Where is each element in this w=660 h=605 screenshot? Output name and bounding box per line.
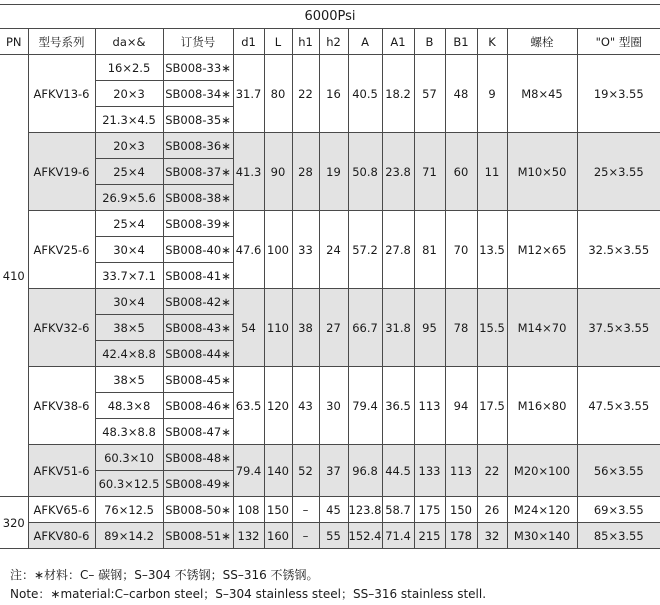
order-number-cell: SB008-47∗ — [163, 419, 233, 445]
a1-cell: 58.7 — [382, 497, 414, 523]
table-row — [0, 55, 660, 81]
size-cell: 20×3 — [95, 133, 163, 159]
l-cell: 120 — [264, 367, 292, 445]
a-cell: 152.4 — [348, 523, 382, 549]
h1-cell: 52 — [292, 445, 319, 497]
h1-cell: 22 — [292, 55, 319, 133]
order-number-cell: SB008-33∗ — [163, 55, 233, 81]
b1-cell: 178 — [445, 523, 477, 549]
column-header: K — [477, 29, 507, 55]
series-cell: AFKV25-6 — [28, 211, 95, 289]
size-cell: 48.3×8 — [95, 393, 163, 419]
size-cell: 26.9×5.6 — [95, 185, 163, 211]
oring-cell: 19×3.55 — [577, 55, 660, 133]
a-cell: 66.7 — [348, 289, 382, 367]
series-cell: AFKV51-6 — [28, 445, 95, 497]
a-cell: 79.4 — [348, 367, 382, 445]
a1-cell: 44.5 — [382, 445, 414, 497]
note-chinese: 注：∗材料：C– 碳钢；S–304 不锈钢；SS–316 不锈钢。 — [10, 568, 319, 582]
size-cell: 30×4 — [95, 237, 163, 263]
table-row — [0, 367, 660, 393]
table-body — [0, 55, 660, 549]
order-number-cell: SB008-37∗ — [163, 159, 233, 185]
size-cell: 38×5 — [95, 367, 163, 393]
table-row — [0, 523, 660, 549]
k-cell: 22 — [477, 445, 507, 497]
size-cell: 60.3×10 — [95, 445, 163, 471]
b-cell: 71 — [414, 133, 445, 211]
bolt-cell: M30×140 — [507, 523, 577, 549]
table-title: 6000Psi — [0, 5, 660, 29]
column-header: 订货号 — [163, 29, 233, 55]
pn-cell: 320 — [0, 497, 28, 549]
h2-cell: 45 — [319, 497, 348, 523]
size-cell: 60.3×12.5 — [95, 471, 163, 497]
notes — [10, 566, 486, 604]
b-cell: 113 — [414, 367, 445, 445]
series-cell: AFKV13-6 — [28, 55, 95, 133]
size-cell: 30×4 — [95, 289, 163, 315]
b-cell: 133 — [414, 445, 445, 497]
l-cell: 140 — [264, 445, 292, 497]
order-number-cell: SB008-38∗ — [163, 185, 233, 211]
l-cell: 90 — [264, 133, 292, 211]
h2-cell: 27 — [319, 289, 348, 367]
k-cell: 17.5 — [477, 367, 507, 445]
series-cell: AFKV80-6 — [28, 523, 95, 549]
order-number-cell: SB008-41∗ — [163, 263, 233, 289]
a1-cell: 71.4 — [382, 523, 414, 549]
table-row — [0, 497, 660, 523]
bolt-cell: M12×65 — [507, 211, 577, 289]
h1-cell: 43 — [292, 367, 319, 445]
table-row — [0, 211, 660, 237]
h2-cell: 55 — [319, 523, 348, 549]
size-cell: 89×14.2 — [95, 523, 163, 549]
order-number-cell: SB008-50∗ — [163, 497, 233, 523]
order-number-cell: SB008-40∗ — [163, 237, 233, 263]
oring-cell: 69×3.55 — [577, 497, 660, 523]
k-cell: 32 — [477, 523, 507, 549]
spec-table-container — [0, 4, 660, 549]
bolt-cell: M24×120 — [507, 497, 577, 523]
column-header: da×& — [95, 29, 163, 55]
d1-cell: 47.6 — [233, 211, 264, 289]
d1-cell: 132 — [233, 523, 264, 549]
size-cell: 20×3 — [95, 81, 163, 107]
size-cell: 21.3×4.5 — [95, 107, 163, 133]
l-cell: 100 — [264, 211, 292, 289]
d1-cell: 79.4 — [233, 445, 264, 497]
size-cell: 33.7×7.1 — [95, 263, 163, 289]
pn-cell: 410 — [0, 55, 28, 497]
k-cell: 15.5 — [477, 289, 507, 367]
header-row — [0, 29, 660, 55]
bolt-cell: M20×100 — [507, 445, 577, 497]
a1-cell: 36.5 — [382, 367, 414, 445]
order-number-cell: SB008-34∗ — [163, 81, 233, 107]
series-cell: AFKV38-6 — [28, 367, 95, 445]
h2-cell: 16 — [319, 55, 348, 133]
order-number-cell: SB008-35∗ — [163, 107, 233, 133]
d1-cell: 41.3 — [233, 133, 264, 211]
l-cell: 80 — [264, 55, 292, 133]
a1-cell: 18.2 — [382, 55, 414, 133]
b1-cell: 78 — [445, 289, 477, 367]
note-english: Note：∗material:C–carbon steel；S–304 stainless steel；SS–316 stainless stell. — [10, 587, 487, 601]
b-cell: 175 — [414, 497, 445, 523]
h2-cell: 37 — [319, 445, 348, 497]
a-cell: 50.8 — [348, 133, 382, 211]
b1-cell: 94 — [445, 367, 477, 445]
h1-cell: 38 — [292, 289, 319, 367]
size-cell: 42.4×8.8 — [95, 341, 163, 367]
bolt-cell: M14×70 — [507, 289, 577, 367]
h1-cell: 28 — [292, 133, 319, 211]
oring-cell: 25×3.55 — [577, 133, 660, 211]
h2-cell: 24 — [319, 211, 348, 289]
h1-cell: – — [292, 523, 319, 549]
column-header: A1 — [382, 29, 414, 55]
bolt-cell: M8×45 — [507, 55, 577, 133]
order-number-cell: SB008-43∗ — [163, 315, 233, 341]
column-header: L — [264, 29, 292, 55]
size-cell: 16×2.5 — [95, 55, 163, 81]
b1-cell: 70 — [445, 211, 477, 289]
oring-cell: 85×3.55 — [577, 523, 660, 549]
size-cell: 48.3×8.8 — [95, 419, 163, 445]
a-cell: 40.5 — [348, 55, 382, 133]
column-header: 螺栓 — [507, 29, 577, 55]
table-row — [0, 445, 660, 471]
l-cell: 110 — [264, 289, 292, 367]
d1-cell: 63.5 — [233, 367, 264, 445]
size-cell: 76×12.5 — [95, 497, 163, 523]
b-cell: 95 — [414, 289, 445, 367]
column-header: A — [348, 29, 382, 55]
order-number-cell: SB008-46∗ — [163, 393, 233, 419]
b-cell: 215 — [414, 523, 445, 549]
k-cell: 11 — [477, 133, 507, 211]
spec-table — [0, 4, 660, 549]
k-cell: 13.5 — [477, 211, 507, 289]
order-number-cell: SB008-48∗ — [163, 445, 233, 471]
h2-cell: 19 — [319, 133, 348, 211]
a-cell: 123.8 — [348, 497, 382, 523]
d1-cell: 54 — [233, 289, 264, 367]
column-header: 型号系列 — [28, 29, 95, 55]
b-cell: 81 — [414, 211, 445, 289]
l-cell: 150 — [264, 497, 292, 523]
l-cell: 160 — [264, 523, 292, 549]
size-cell: 38×5 — [95, 315, 163, 341]
column-header: "O" 型圈 — [577, 29, 660, 55]
oring-cell: 32.5×3.55 — [577, 211, 660, 289]
b1-cell: 150 — [445, 497, 477, 523]
a-cell: 57.2 — [348, 211, 382, 289]
column-header: PN — [0, 29, 28, 55]
column-header: d1 — [233, 29, 264, 55]
order-number-cell: SB008-51∗ — [163, 523, 233, 549]
b-cell: 57 — [414, 55, 445, 133]
series-cell: AFKV32-6 — [28, 289, 95, 367]
oring-cell: 47.5×3.55 — [577, 367, 660, 445]
order-number-cell: SB008-39∗ — [163, 211, 233, 237]
b1-cell: 48 — [445, 55, 477, 133]
order-number-cell: SB008-45∗ — [163, 367, 233, 393]
table-row — [0, 133, 660, 159]
oring-cell: 37.5×3.55 — [577, 289, 660, 367]
series-cell: AFKV19-6 — [28, 133, 95, 211]
size-cell: 25×4 — [95, 159, 163, 185]
bolt-cell: M16×80 — [507, 367, 577, 445]
order-number-cell: SB008-44∗ — [163, 341, 233, 367]
h1-cell: – — [292, 497, 319, 523]
d1-cell: 108 — [233, 497, 264, 523]
b1-cell: 113 — [445, 445, 477, 497]
column-header: B1 — [445, 29, 477, 55]
d1-cell: 31.7 — [233, 55, 264, 133]
k-cell: 9 — [477, 55, 507, 133]
k-cell: 26 — [477, 497, 507, 523]
a1-cell: 23.8 — [382, 133, 414, 211]
bolt-cell: M10×50 — [507, 133, 577, 211]
order-number-cell: SB008-36∗ — [163, 133, 233, 159]
order-number-cell: SB008-42∗ — [163, 289, 233, 315]
h1-cell: 33 — [292, 211, 319, 289]
series-cell: AFKV65-6 — [28, 497, 95, 523]
a-cell: 96.8 — [348, 445, 382, 497]
b1-cell: 60 — [445, 133, 477, 211]
oring-cell: 56×3.55 — [577, 445, 660, 497]
size-cell: 25×4 — [95, 211, 163, 237]
order-number-cell: SB008-49∗ — [163, 471, 233, 497]
column-header: h1 — [292, 29, 319, 55]
table-row — [0, 289, 660, 315]
column-header: h2 — [319, 29, 348, 55]
a1-cell: 27.8 — [382, 211, 414, 289]
h2-cell: 30 — [319, 367, 348, 445]
a1-cell: 31.8 — [382, 289, 414, 367]
column-header: B — [414, 29, 445, 55]
